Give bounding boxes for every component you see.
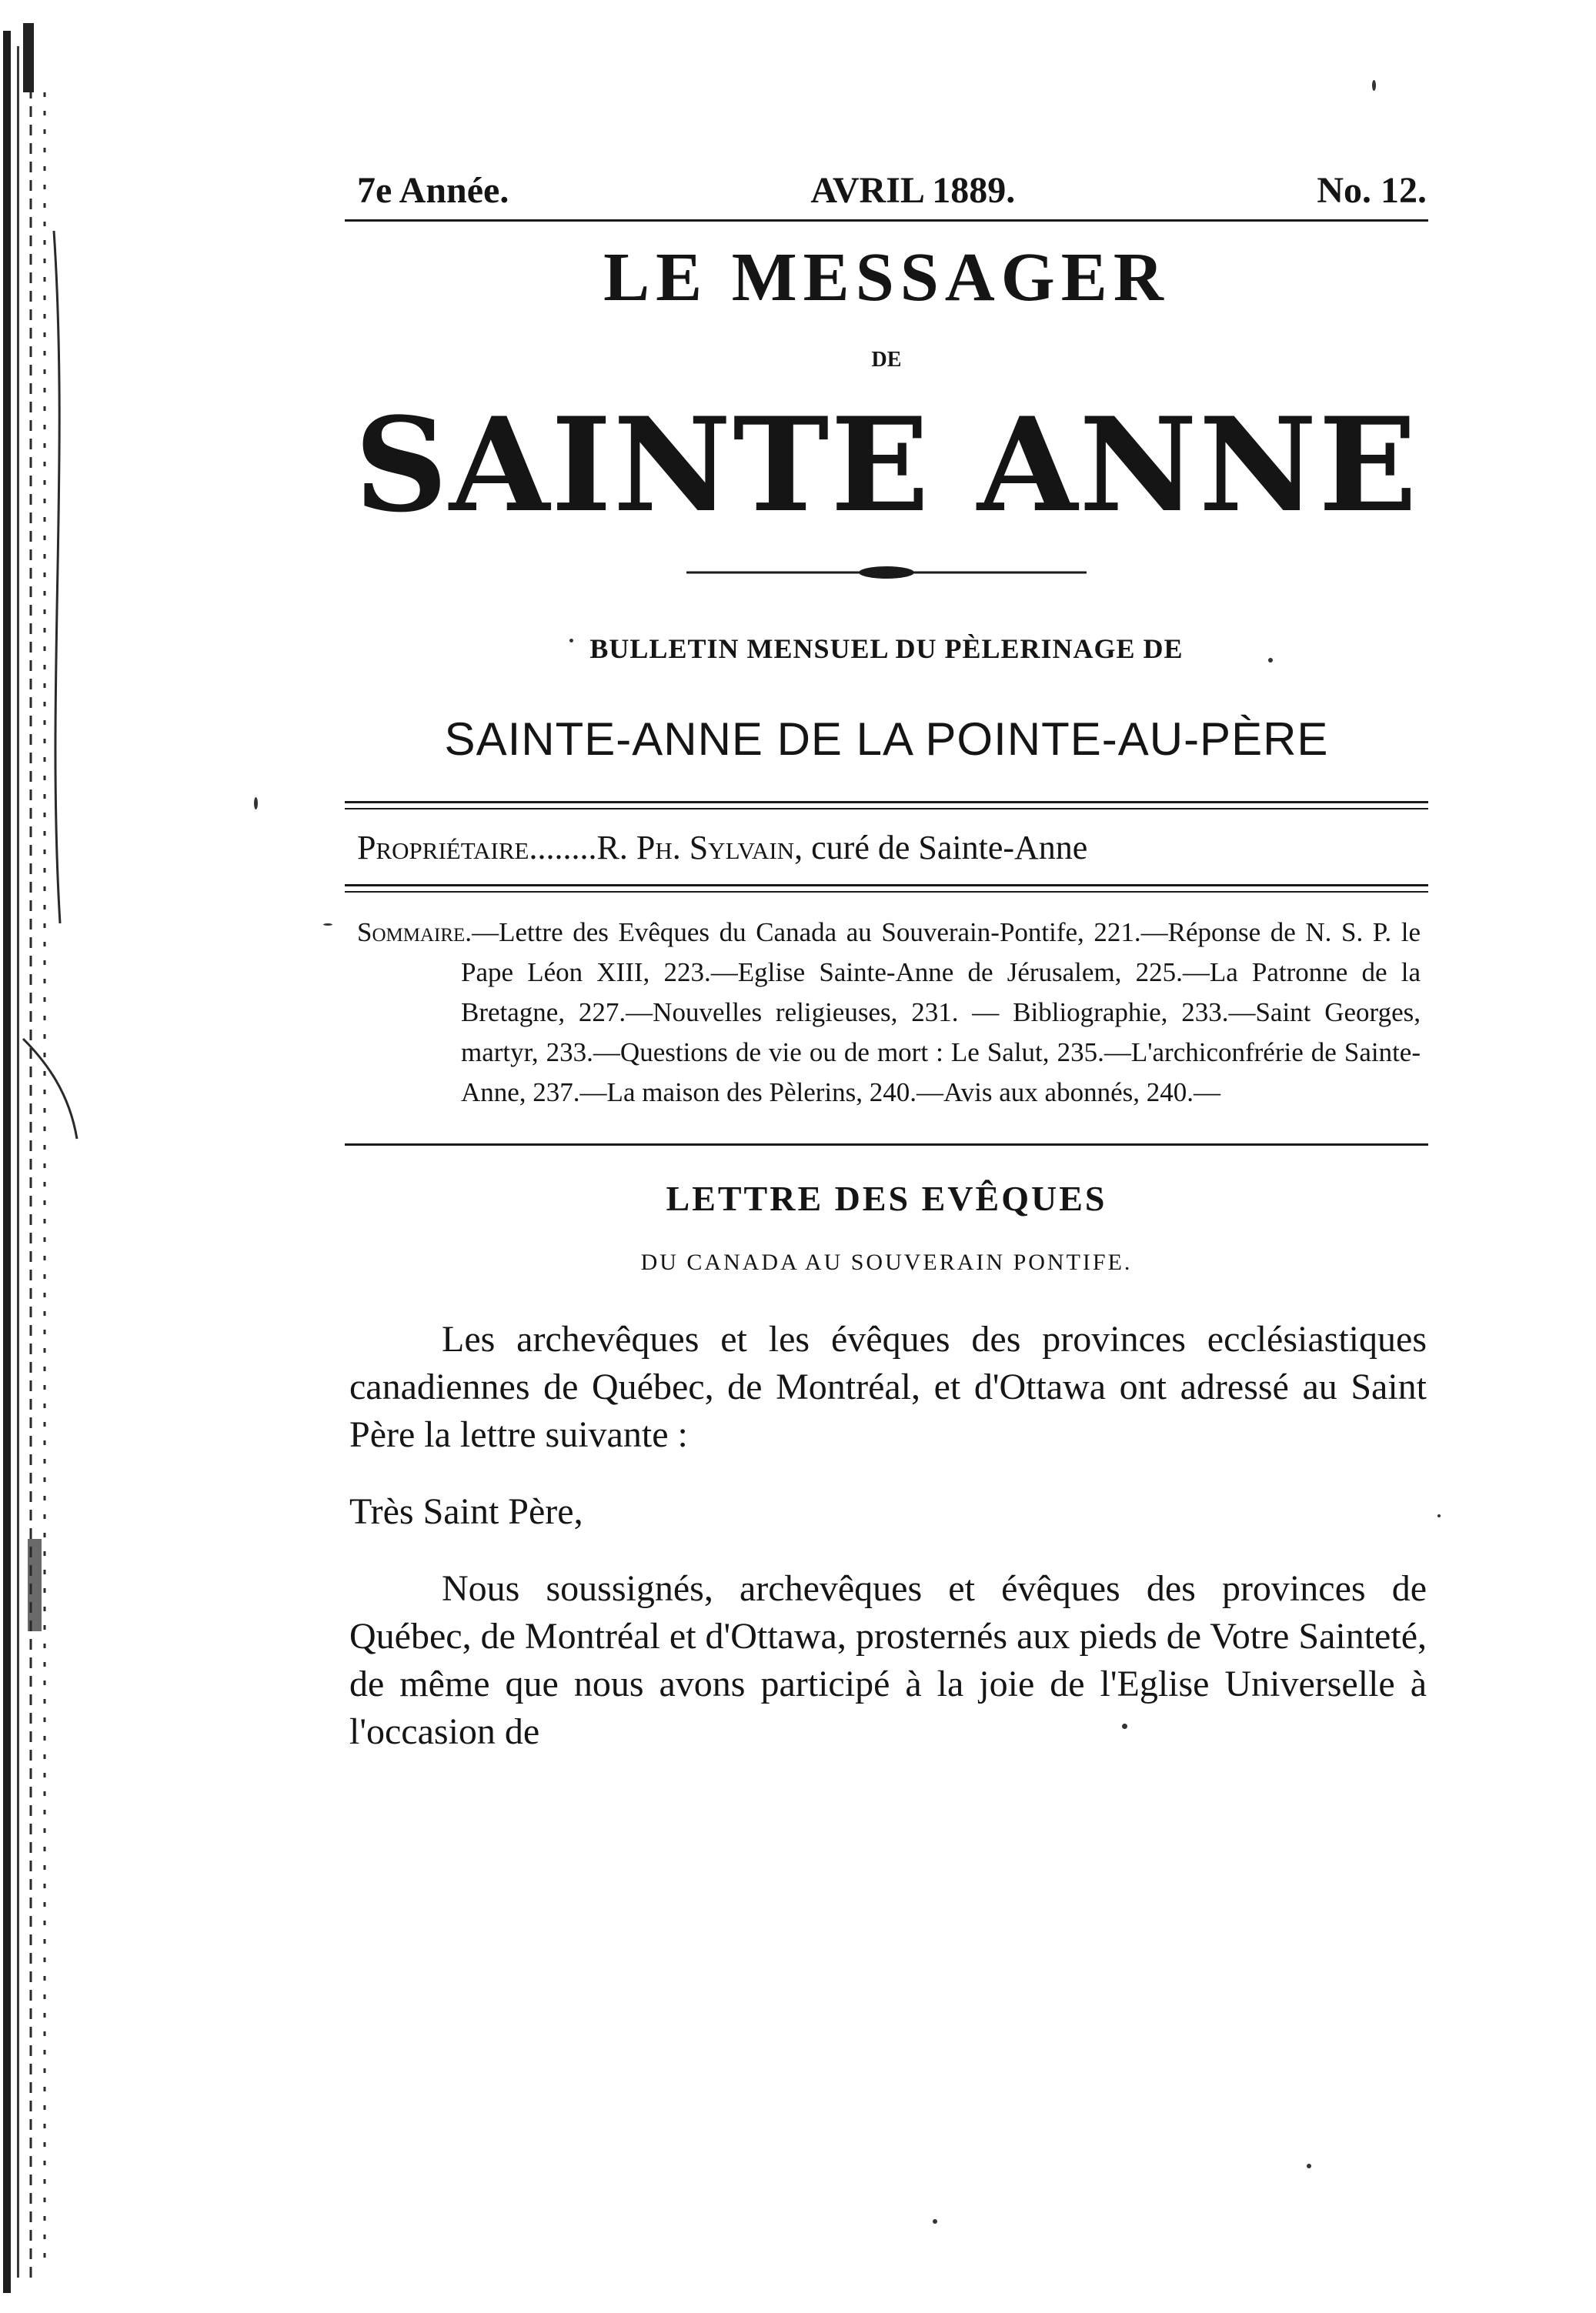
article-salutation: Très Saint Père, [349, 1491, 583, 1532]
issue-header [345, 169, 1428, 219]
pilgrimage-location: SAINTE-ANNE DE LA POINTE-AU-PÈRE [444, 713, 1329, 765]
summary-rule [345, 1143, 1428, 1146]
masthead-title-de: DE [871, 348, 902, 372]
proprietor-role: curé de Sainte-Anne [811, 829, 1088, 866]
issue-date: AVRIL 1889. [810, 170, 1016, 211]
summary-label: Sommaire. [357, 917, 472, 947]
binding-edge [0, 0, 100, 2313]
proprietor-line [345, 828, 1428, 867]
masthead-title-line2: SAINTE ANNE [354, 389, 1419, 541]
table-of-contents [357, 913, 1421, 1113]
issue-year: 7e Année. [357, 170, 509, 211]
proprietor-rule [345, 884, 1428, 893]
ornament-divider [345, 563, 1428, 582]
proprietor-label: Propriétaire........ [357, 829, 597, 866]
issue-number: No. 12. [1317, 170, 1427, 211]
magazine-page [345, 169, 1428, 1756]
proprietor-name: R. Ph. Sylvain, [596, 829, 803, 866]
article-title: LETTRE DES EVÊQUES [666, 1179, 1107, 1218]
article-paragraph-1: Les archevêques et les évêques des provinces ecclésiastiques canadiennes de Québec, de Montréal, et d'Ottawa ont adressé au Saint Père la lettre suivante : [349, 1319, 1427, 1455]
location-rule [345, 801, 1428, 809]
article-subtitle: DU CANADA AU SOUVERAIN PONTIFE. [640, 1250, 1133, 1275]
summary-text: —Lettre des Evêques du Canada au Souverain-Pontife, 221.—Réponse de N. S. P. le Pape Léon XIII, 223.—Eglise Sainte-Anne de Jérusalem, 225.—La Patronne de la Bretagne, 227.—Nouvelles religieuses, 231. — Bibliographie, 233.—Saint Georges, martyr, 233.—Questions de vie ou de mort : Le Salut, 235.—L'archiconfrérie de Sainte-Anne, 237.—La maison des Pèlerins, 240.—Avis aux abonnés, 240.— [461, 917, 1421, 1107]
header-rule [345, 219, 1428, 222]
article-paragraph-2: Nous soussignés, archevêques et évêques des provinces de Québec, de Montréal et d'Ottawa, prosternés aux pieds de Votre Sainteté, de même que nous avons participé à la joie de l'Eglise Universelle à l'occasion de [349, 1568, 1427, 1752]
masthead-title-line1: LE MESSAGER [603, 239, 1170, 315]
bulletin-subtitle: BULLETIN MENSUEL DU PÈLERINAGE DE [589, 633, 1184, 664]
